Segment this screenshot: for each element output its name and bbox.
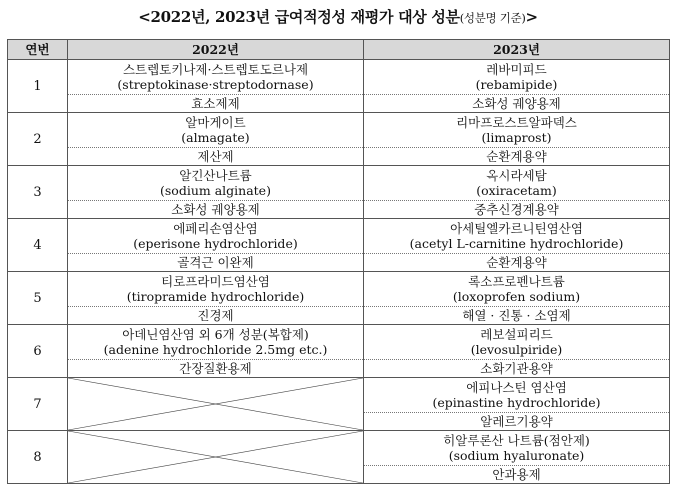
table-row — [8, 219, 670, 254]
drug-class-2023: 해열 · 진통 · 소염제 — [364, 307, 670, 325]
drug-class-2023: 안과용제 — [364, 466, 670, 484]
drug-2023 — [364, 272, 670, 307]
cross-mark-icon — [68, 378, 363, 430]
drug-name-2022: 스트렙토키나제·스트렙토도르나제 — [122, 62, 309, 77]
row-number: 5 — [8, 272, 68, 325]
drug-name-2023: 레바미피드 — [486, 62, 547, 77]
drug-english-2023: (epinastine hydrochloride) — [432, 395, 601, 410]
drug-english-2023: (acetyl L-carnitine hydrochloride) — [409, 236, 624, 251]
drug-2023 — [364, 378, 670, 413]
drug-name-2022: 알긴산나트륨 — [179, 168, 252, 183]
drug-name-2023: 옥시라세탐 — [486, 168, 547, 183]
drug-2022 — [68, 325, 364, 360]
table-row — [8, 166, 670, 201]
title-main: <2022년, 2023년 급여적정성 재평가 대상 성분 — [138, 8, 460, 26]
row-number: 2 — [8, 113, 68, 166]
empty-cell-2022 — [68, 431, 364, 484]
drug-name-2022: 아데닌염산염 외 6개 성분(복합제) — [122, 327, 309, 342]
table-row — [8, 113, 670, 148]
row-number: 1 — [8, 60, 68, 113]
drug-class-2023: 중추신경계용약 — [364, 201, 670, 219]
drug-name-2023: 히알루론산 나트륨(점안제) — [443, 433, 590, 448]
drug-class-2023: 소화성 궤양용제 — [364, 95, 670, 113]
cross-mark-icon — [68, 431, 363, 483]
drug-class-2022: 소화성 궤양용제 — [68, 201, 364, 219]
row-number: 3 — [8, 166, 68, 219]
drug-name-2023: 에피나스틴 염산염 — [466, 380, 567, 395]
table-body — [8, 60, 670, 484]
drug-english-2023: (loxoprofen sodium) — [452, 289, 581, 304]
drug-english-2022: (tiropramide hydrochloride) — [126, 289, 305, 304]
drug-2022 — [68, 272, 364, 307]
drug-2023 — [364, 219, 670, 254]
drug-name-2022: 티로프라미드염산염 — [161, 274, 270, 289]
empty-cell-2022 — [68, 378, 364, 431]
drug-name-2022: 에페리손염산염 — [173, 221, 258, 236]
title-close: > — [525, 8, 538, 26]
drug-class-2022: 간장질환용제 — [68, 360, 364, 378]
drug-class-2022: 진경제 — [68, 307, 364, 325]
drug-class-2023: 순환계용약 — [364, 254, 670, 272]
drug-name-2023: 리마프로스트알파덱스 — [456, 115, 577, 130]
drug-2022 — [68, 60, 364, 95]
drug-english-2023: (limaprost) — [481, 130, 552, 145]
reevaluation-table — [7, 39, 670, 484]
header-2023: 2023년 — [364, 40, 670, 60]
table-subrow — [8, 254, 670, 272]
row-number: 4 — [8, 219, 68, 272]
drug-english-2022: (streptokinase·streptodornase) — [117, 77, 314, 92]
table-row — [8, 60, 670, 95]
drug-class-2023: 소화기관용약 — [364, 360, 670, 378]
table-subrow — [8, 201, 670, 219]
drug-class-2022: 제산제 — [68, 148, 364, 166]
drug-2023 — [364, 113, 670, 148]
header-no: 연번 — [8, 40, 68, 60]
table-row — [8, 325, 670, 360]
table-subrow — [8, 95, 670, 113]
drug-english-2022: (adenine hydrochloride 2.5mg etc.) — [103, 342, 328, 357]
drug-english-2023: (levosulpiride) — [470, 342, 563, 357]
drug-english-2022: (almagate) — [181, 130, 250, 145]
drug-name-2023: 레보설피리드 — [480, 327, 553, 342]
table-row — [8, 272, 670, 307]
drug-english-2023: (oxiracetam) — [476, 183, 557, 198]
drug-2023 — [364, 325, 670, 360]
drug-class-2023: 순환계용약 — [364, 148, 670, 166]
drug-name-2022: 알마게이트 — [185, 115, 246, 130]
drug-name-2023: 록소프로펜나트륨 — [468, 274, 565, 289]
drug-english-2023: (rebamipide) — [475, 77, 558, 92]
table-row — [8, 378, 670, 413]
drug-english-2022: (eperisone hydrochloride) — [133, 236, 298, 251]
header-2022: 2022년 — [68, 40, 364, 60]
row-number: 6 — [8, 325, 68, 378]
drug-2022 — [68, 219, 364, 254]
drug-2022 — [68, 166, 364, 201]
drug-2023 — [364, 431, 670, 466]
drug-class-2022: 효소제제 — [68, 95, 364, 113]
drug-class-2022: 골격근 이완제 — [68, 254, 364, 272]
drug-english-2022: (sodium alginate) — [160, 183, 271, 198]
drug-2022 — [68, 113, 364, 148]
table-subrow — [8, 307, 670, 325]
table-header-row — [8, 40, 670, 60]
table-row — [8, 431, 670, 466]
drug-english-2023: (sodium hyaluronate) — [448, 448, 585, 463]
row-number: 8 — [8, 431, 68, 484]
title-note: (성분명 기준) — [459, 11, 526, 25]
drug-2023 — [364, 60, 670, 95]
row-number: 7 — [8, 378, 68, 431]
table-subrow — [8, 360, 670, 378]
drug-class-2023: 알레르기용약 — [364, 413, 670, 431]
drug-name-2023: 아세틸엘카르니틴염산염 — [450, 221, 583, 236]
page-title — [0, 6, 676, 27]
table-subrow — [8, 148, 670, 166]
drug-2023 — [364, 166, 670, 201]
